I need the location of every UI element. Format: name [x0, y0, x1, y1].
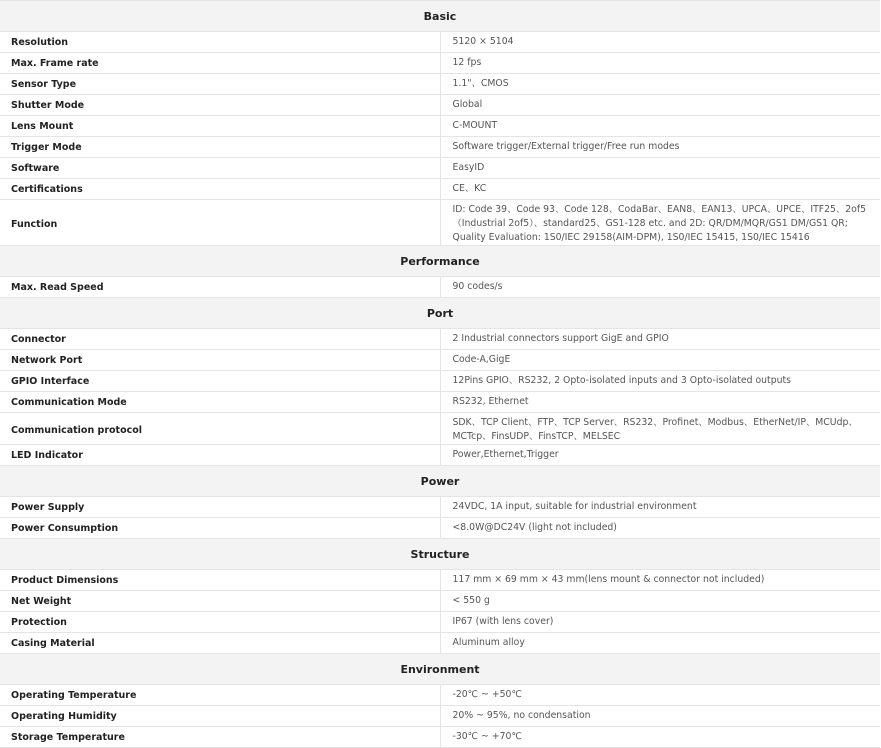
spec-value: 117 mm × 69 mm × 43 mm(lens mount & connector not included) [440, 570, 880, 591]
spec-row [0, 497, 880, 518]
spec-value: Code-A,GigE [440, 350, 880, 371]
spec-value: EasyID [440, 158, 880, 179]
spec-label: Net Weight [0, 591, 440, 612]
spec-value: Global [440, 95, 880, 116]
spec-label: GPIO Interface [0, 371, 440, 392]
spec-value: Power,Ethernet,Trigger [440, 445, 880, 466]
spec-value: 5120 × 5104 [440, 32, 880, 53]
spec-row [0, 95, 880, 116]
spec-row [0, 53, 880, 74]
spec-label: Protection [0, 612, 440, 633]
spec-row [0, 74, 880, 95]
spec-row [0, 158, 880, 179]
section-title: Basic [0, 1, 880, 32]
spec-value: < 550 g [440, 591, 880, 612]
spec-label: Resolution [0, 32, 440, 53]
section-title: Structure [0, 539, 880, 570]
spec-value: RS232, Ethernet [440, 392, 880, 413]
section-title: Power [0, 466, 880, 497]
spec-row [0, 179, 880, 200]
spec-label: Software [0, 158, 440, 179]
spec-label: Operating Humidity [0, 706, 440, 727]
section-title: Performance [0, 246, 880, 277]
spec-label: Network Port [0, 350, 440, 371]
spec-label: Lens Mount [0, 116, 440, 137]
spec-label: Casing Material [0, 633, 440, 654]
spec-label: Max. Frame rate [0, 53, 440, 74]
spec-row [0, 200, 880, 246]
section-title: Environment [0, 654, 880, 685]
spec-value: 1.1"、CMOS [440, 74, 880, 95]
spec-row [0, 413, 880, 445]
spec-row [0, 116, 880, 137]
spec-value: 20% ~ 95%, no condensation [440, 706, 880, 727]
spec-row [0, 445, 880, 466]
spec-label: Power Consumption [0, 518, 440, 539]
spec-value: <8.0W@DC24V (light not included) [440, 518, 880, 539]
spec-row [0, 350, 880, 371]
spec-value: 2 Industrial connectors support GigE and GPIO [440, 329, 880, 350]
spec-label: Power Supply [0, 497, 440, 518]
spec-row [0, 137, 880, 158]
spec-row [0, 727, 880, 748]
spec-label: LED Indicator [0, 445, 440, 466]
spec-row [0, 591, 880, 612]
spec-row [0, 32, 880, 53]
spec-value: CE、KC [440, 179, 880, 200]
spec-value: 24VDC, 1A input, suitable for industrial environment [440, 497, 880, 518]
spec-label: Communication Mode [0, 392, 440, 413]
section-header-row [0, 539, 880, 570]
spec-label: Max. Read Speed [0, 277, 440, 298]
spec-label: Certifications [0, 179, 440, 200]
section-title: Port [0, 298, 880, 329]
spec-label: Function [0, 200, 440, 246]
spec-label: Communication protocol [0, 413, 440, 445]
spec-table-body [0, 1, 880, 748]
spec-value: Software trigger/External trigger/Free run modes [440, 137, 880, 158]
spec-label: Product Dimensions [0, 570, 440, 591]
spec-row [0, 329, 880, 350]
spec-label: Shutter Mode [0, 95, 440, 116]
section-header-row [0, 246, 880, 277]
spec-value: -20℃ ~ +50℃ [440, 685, 880, 706]
spec-label: Operating Temperature [0, 685, 440, 706]
spec-value: C-MOUNT [440, 116, 880, 137]
spec-row [0, 685, 880, 706]
spec-row [0, 570, 880, 591]
spec-row [0, 518, 880, 539]
spec-value: IP67 (with lens cover) [440, 612, 880, 633]
spec-row [0, 612, 880, 633]
spec-row [0, 706, 880, 727]
spec-label: Connector [0, 329, 440, 350]
spec-label: Trigger Mode [0, 137, 440, 158]
spec-row [0, 277, 880, 298]
section-header-row [0, 1, 880, 32]
spec-row [0, 392, 880, 413]
spec-value: 12 fps [440, 53, 880, 74]
spec-value: -30℃ ~ +70℃ [440, 727, 880, 748]
section-header-row [0, 298, 880, 329]
section-header-row [0, 654, 880, 685]
spec-row [0, 371, 880, 392]
spec-value: SDK、TCP Client、FTP、TCP Server、RS232、Profinet、Modbus、EtherNet/IP、MCUdp、MCTcp、FinsUDP、FinsTCP、MELSEC [440, 413, 880, 445]
spec-value: Aluminum alloy [440, 633, 880, 654]
spec-value: ID: Code 39、Code 93、Code 128、CodaBar、EAN8、EAN13、UPCA、UPCE、ITF25、2of5（Industrial 2of5）、standard25、GS1-128 etc. and 2D: QR/DM/MQR/GS1 DM/GS1 QR; Quality Evaluation: 1S0/IEC 29158(AIM-DPM), 1S0/IEC 15415, 1S0/IEC 15416 [440, 200, 880, 246]
section-header-row [0, 466, 880, 497]
spec-row [0, 633, 880, 654]
spec-value: 12Pins GPIO、RS232, 2 Opto-isolated inputs and 3 Opto-isolated outputs [440, 371, 880, 392]
spec-label: Storage Temperature [0, 727, 440, 748]
spec-label: Sensor Type [0, 74, 440, 95]
spec-value: 90 codes/s [440, 277, 880, 298]
